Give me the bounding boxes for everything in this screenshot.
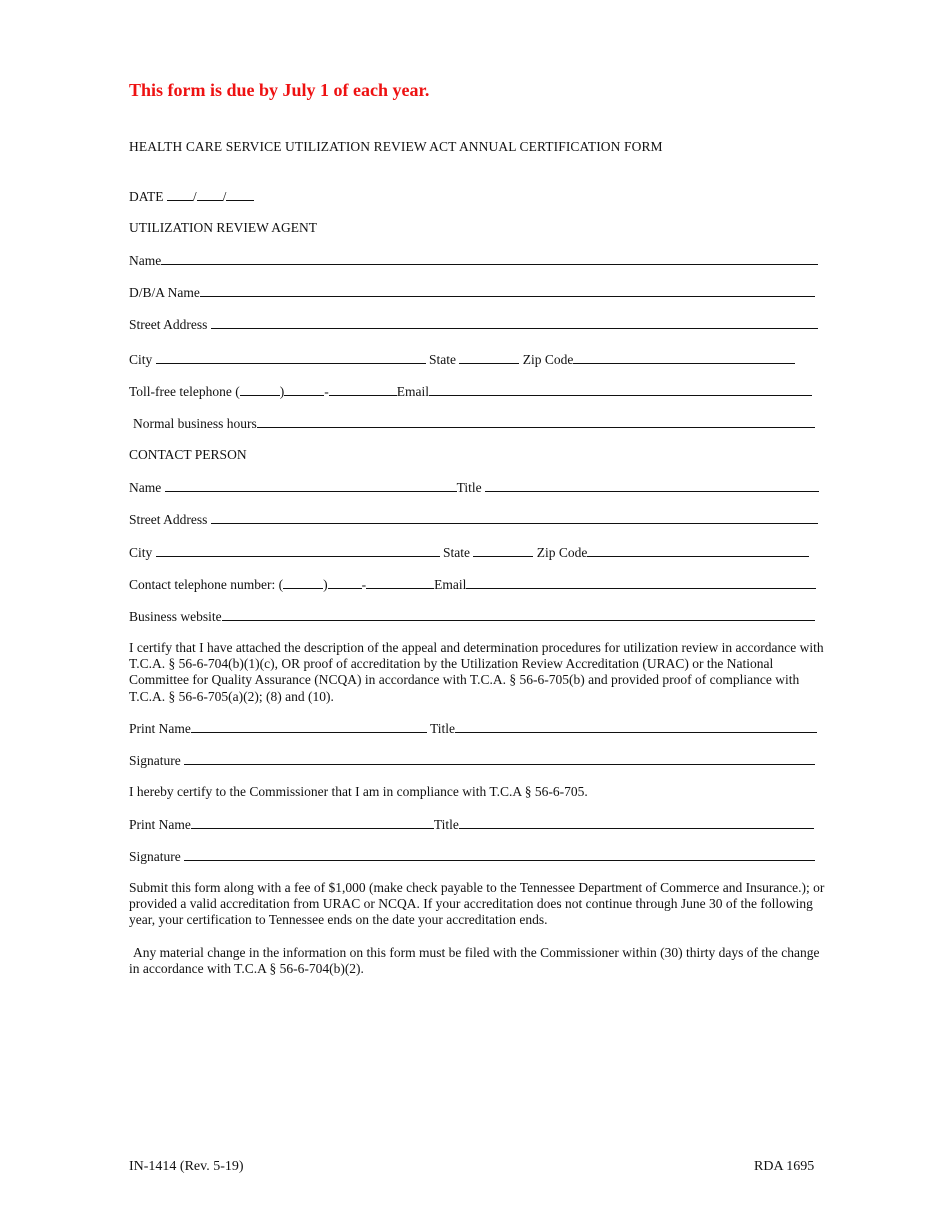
agent-dba-row xyxy=(129,284,815,301)
agent-city-row xyxy=(129,351,795,368)
contact-street-label: Street Address xyxy=(129,512,208,527)
material-change-notice: Any material change in the information on this form must be filed with the Commissioner within (30) thirty days of the change in accordance with T.C.A § 56-6-704(b)(2). xyxy=(129,945,820,977)
contact-phone-dash: - xyxy=(361,577,367,592)
date-sep-1: / xyxy=(192,189,197,204)
agent-name-row xyxy=(129,252,818,269)
agent-tollfree-label: Toll-free telephone ( xyxy=(129,384,240,399)
form-number: IN-1414 (Rev. 5-19) xyxy=(129,1159,244,1174)
contact-name-label: Name xyxy=(129,480,162,495)
cert2-signature-row xyxy=(129,848,815,865)
agent-phone-row xyxy=(129,383,812,400)
cert2-title-field[interactable] xyxy=(459,816,814,829)
date-month-field[interactable] xyxy=(167,188,193,201)
agent-state-label: State xyxy=(429,352,457,367)
contact-street-field[interactable] xyxy=(211,511,818,524)
cert2-signature-field[interactable] xyxy=(184,848,815,861)
certification-statement-2: I hereby certify to the Commissioner that I am in compliance with T.C.A § 56-6-705. xyxy=(129,784,588,799)
cert1-print-name-field[interactable] xyxy=(191,720,427,733)
cert1-signature-label: Signature xyxy=(129,753,181,768)
contact-name-row xyxy=(129,479,819,496)
contact-website-field[interactable] xyxy=(222,608,815,621)
agent-email-label: Email xyxy=(396,384,429,399)
date-label: DATE xyxy=(129,189,164,204)
agent-street-row xyxy=(129,316,818,333)
agent-phone-paren: ) xyxy=(279,384,285,399)
due-notice: This form is due by July 1 of each year. xyxy=(129,80,430,100)
cert1-print-name-label: Print Name xyxy=(129,721,191,736)
certification-statement-1: I certify that I have attached the description of the appeal and determination procedures for utilization review in accordance with T.C.A. § 56-6-704(b)(1)(c), OR proof of accreditation by the Utilization Review Accreditation (URAC) or the National Committee for Quality Assurance (NCQA) in accordance with T.C.A. § 56-6-705(b) and provided proof of compliance with T.C.A. § 56-6-705(a)(2); (8) and (10). xyxy=(129,640,824,704)
agent-heading: UTILIZATION REVIEW AGENT xyxy=(129,220,317,235)
agent-street-field[interactable] xyxy=(211,316,818,329)
rda-number: RDA 1695 xyxy=(754,1159,815,1174)
contact-city-row xyxy=(129,544,809,561)
cert2-signature-label: Signature xyxy=(129,849,181,864)
agent-city-field[interactable] xyxy=(156,351,426,364)
cert1-title-field[interactable] xyxy=(455,720,817,733)
cert2-title-label: Title xyxy=(433,817,459,832)
contact-street-row xyxy=(129,511,818,528)
cert2-print-name-field[interactable] xyxy=(191,816,434,829)
agent-hours-label: Normal business hours xyxy=(133,416,257,431)
cert2-print-row xyxy=(129,816,814,833)
date-row xyxy=(129,188,254,205)
contact-phone-paren: ) xyxy=(323,577,328,592)
contact-zip-field[interactable] xyxy=(587,544,809,557)
agent-street-label: Street Address xyxy=(129,317,208,332)
agent-state-field[interactable] xyxy=(459,351,519,364)
agent-hours-field[interactable] xyxy=(257,415,815,428)
agent-email-field[interactable] xyxy=(429,383,812,396)
agent-city-label: City xyxy=(129,352,153,367)
contact-title-label: Title xyxy=(456,480,482,495)
date-day-field[interactable] xyxy=(197,188,223,201)
agent-name-label: Name xyxy=(129,253,162,268)
contact-state-label: State xyxy=(443,545,471,560)
contact-phone-row xyxy=(129,576,816,593)
cert1-title-label: Title xyxy=(430,721,456,736)
contact-name-field[interactable] xyxy=(165,479,457,492)
agent-dba-label: D/B/A Name xyxy=(129,285,200,300)
cert1-print-row xyxy=(129,720,817,737)
cert1-signature-row xyxy=(129,752,815,769)
contact-email-field[interactable] xyxy=(466,576,816,589)
contact-website-label: Business website xyxy=(129,609,222,624)
agent-phone-line-field[interactable] xyxy=(329,383,397,396)
contact-city-label: City xyxy=(129,545,153,560)
contact-heading: CONTACT PERSON xyxy=(129,447,247,462)
contact-website-row xyxy=(129,608,815,625)
contact-city-field[interactable] xyxy=(156,544,440,557)
agent-dba-field[interactable] xyxy=(200,284,815,297)
agent-zip-field[interactable] xyxy=(573,351,795,364)
agent-hours-row xyxy=(129,415,815,432)
agent-name-field[interactable] xyxy=(161,252,818,265)
contact-phone-label: Contact telephone number: ( xyxy=(129,577,284,592)
agent-phone-dash: - xyxy=(324,384,329,399)
contact-title-field[interactable] xyxy=(485,479,819,492)
contact-email-label: Email xyxy=(434,577,467,592)
form-title: HEALTH CARE SERVICE UTILIZATION REVIEW ACT ANNUAL CERTIFICATION FORM xyxy=(129,139,663,154)
contact-phone-line-field[interactable] xyxy=(366,576,434,589)
contact-zip-label: Zip Code xyxy=(536,545,588,560)
date-sep-2: / xyxy=(222,189,227,204)
contact-phone-prefix-field[interactable] xyxy=(328,576,362,589)
cert2-print-name-label: Print Name xyxy=(129,817,191,832)
date-year-field[interactable] xyxy=(226,188,254,201)
cert1-signature-field[interactable] xyxy=(184,752,815,765)
agent-phone-prefix-field[interactable] xyxy=(284,383,324,396)
contact-area-code-field[interactable] xyxy=(283,576,323,589)
agent-zip-label: Zip Code xyxy=(522,352,574,367)
contact-state-field[interactable] xyxy=(473,544,533,557)
submit-instructions: Submit this form along with a fee of $1,000 (make check payable to the Tennessee Department of Commerce and Insurance.); or provided a valid accreditation from URAC or NCQA. If your accreditation does not continue through June 30 of the following year, your certification to Tennessee ends on the date your accreditation ends. xyxy=(129,880,825,928)
agent-area-code-field[interactable] xyxy=(240,383,280,396)
